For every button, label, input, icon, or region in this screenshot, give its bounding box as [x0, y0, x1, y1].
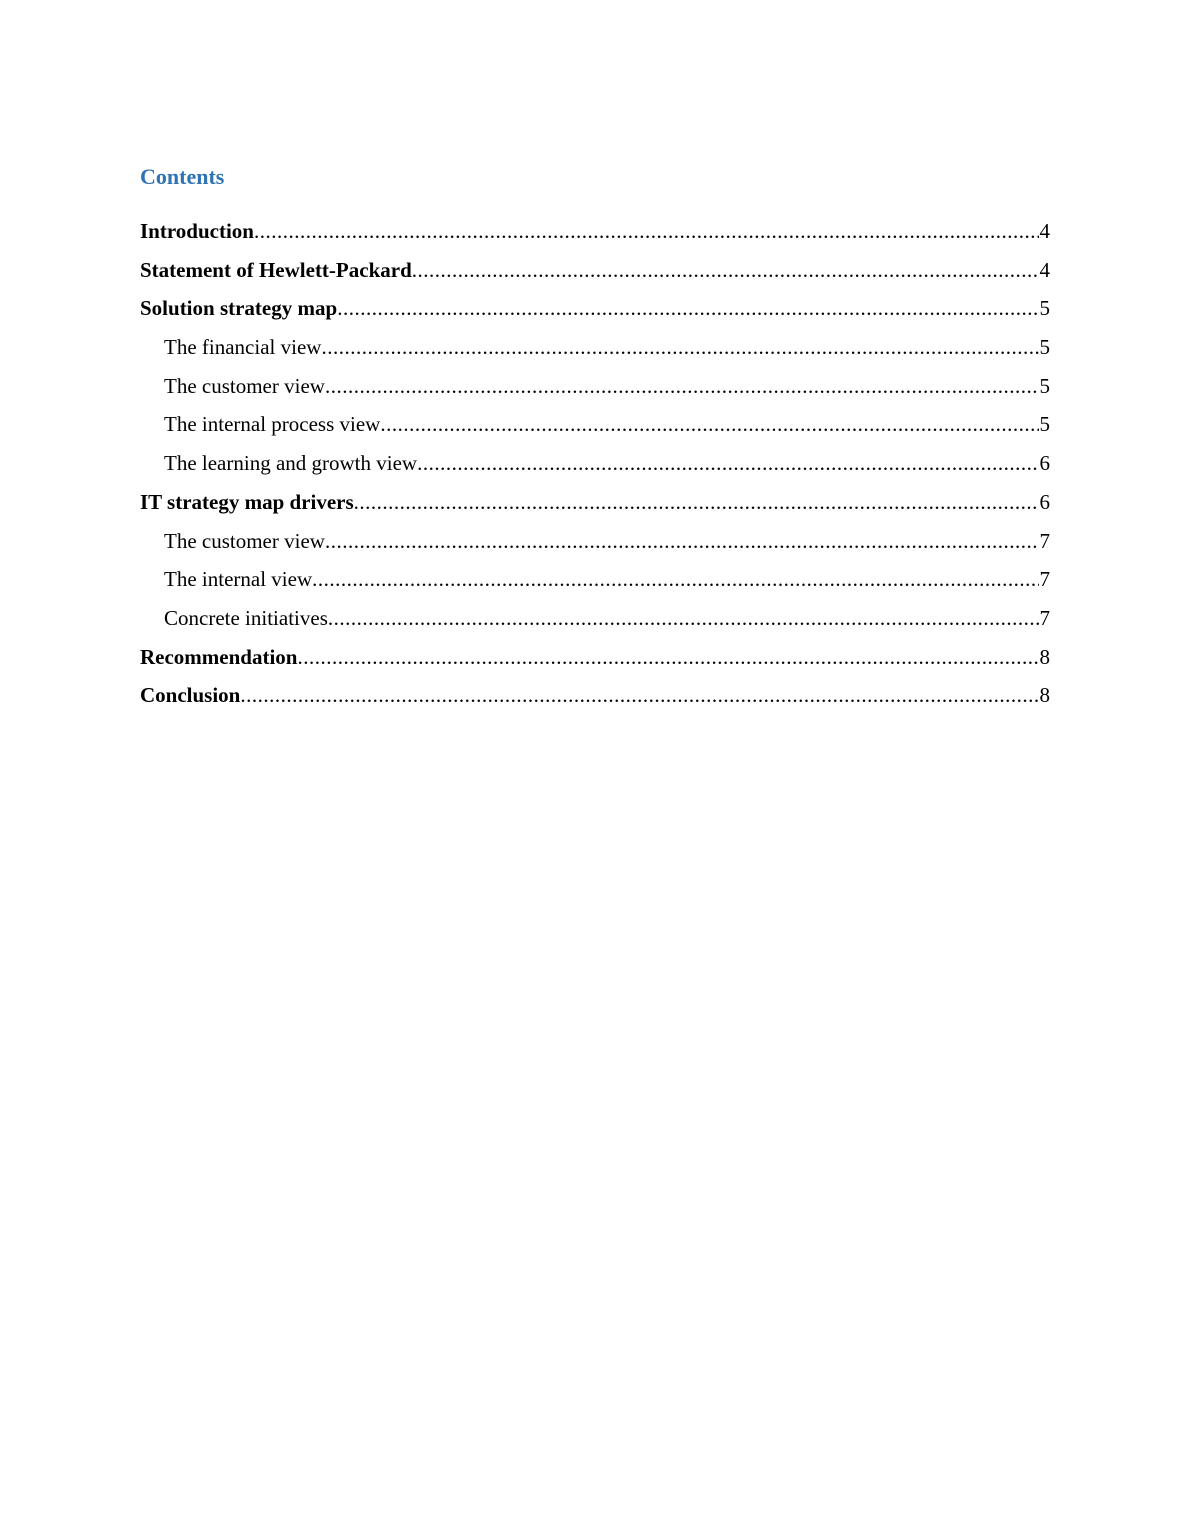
toc-entry[interactable] [140, 643, 1050, 682]
toc-entry-page-number: 5 [1039, 335, 1050, 360]
toc-entry[interactable] [140, 565, 1050, 604]
table-of-contents [140, 217, 1050, 720]
toc-entry[interactable] [140, 294, 1050, 333]
toc-entry-page-number: 7 [1039, 528, 1050, 553]
toc-entry-title: Solution strategy map [140, 296, 338, 321]
toc-entry[interactable] [140, 217, 1050, 256]
toc-dot-leader [328, 604, 1039, 632]
toc-entry-page-number: 7 [1039, 605, 1050, 630]
toc-entry-page-number: 6 [1039, 451, 1050, 476]
toc-entry-page-number: 8 [1039, 683, 1050, 708]
toc-entry-page-number: 5 [1039, 412, 1050, 437]
toc-dot-leader [254, 217, 1039, 245]
toc-entry-page-number: 5 [1039, 373, 1050, 398]
toc-entry[interactable] [140, 372, 1050, 411]
toc-entry-title: Statement of Hewlett-Packard [140, 257, 412, 282]
toc-dot-leader [412, 256, 1039, 284]
toc-entry-page-number: 5 [1039, 296, 1050, 321]
toc-dot-leader [354, 488, 1039, 516]
toc-entry[interactable] [140, 410, 1050, 449]
toc-entry-title: Introduction [140, 219, 254, 243]
toc-entry-title: The financial view [164, 335, 322, 360]
toc-entry-title: Recommendation [140, 644, 298, 669]
toc-dot-leader [417, 449, 1038, 477]
toc-entry-title: The internal process view [164, 412, 381, 437]
toc-entry-page-number: 8 [1039, 644, 1050, 669]
toc-dot-leader [325, 372, 1039, 400]
toc-dot-leader [297, 643, 1038, 671]
toc-entry[interactable] [140, 604, 1050, 643]
toc-entry[interactable] [140, 527, 1050, 566]
toc-entry[interactable] [140, 256, 1050, 295]
toc-entry-title: The learning and growth view [164, 451, 418, 476]
toc-dot-leader [312, 565, 1038, 593]
toc-entry-page-number: 7 [1039, 567, 1050, 592]
toc-entry-title: The internal view [164, 567, 313, 592]
toc-entry-page-number: 4 [1039, 219, 1050, 243]
toc-dot-leader [380, 410, 1038, 438]
toc-entry-page-number: 6 [1039, 489, 1050, 514]
toc-dot-leader [321, 333, 1038, 361]
toc-entry[interactable] [140, 333, 1050, 372]
toc-entry-title: IT strategy map drivers [140, 489, 354, 514]
toc-entry[interactable] [140, 449, 1050, 488]
toc-heading: Contents [140, 164, 225, 189]
toc-entry[interactable] [140, 681, 1050, 720]
toc-entry-page-number: 4 [1039, 257, 1050, 282]
toc-entry-title: Concrete initiatives [164, 605, 328, 630]
toc-entry[interactable] [140, 488, 1050, 527]
toc-entry-title: Conclusion [140, 683, 241, 708]
toc-dot-leader [325, 527, 1039, 555]
toc-entry-title: The customer view [164, 528, 325, 553]
toc-dot-leader [337, 294, 1038, 322]
toc-dot-leader [240, 681, 1038, 709]
toc-entry-title: The customer view [164, 373, 325, 398]
